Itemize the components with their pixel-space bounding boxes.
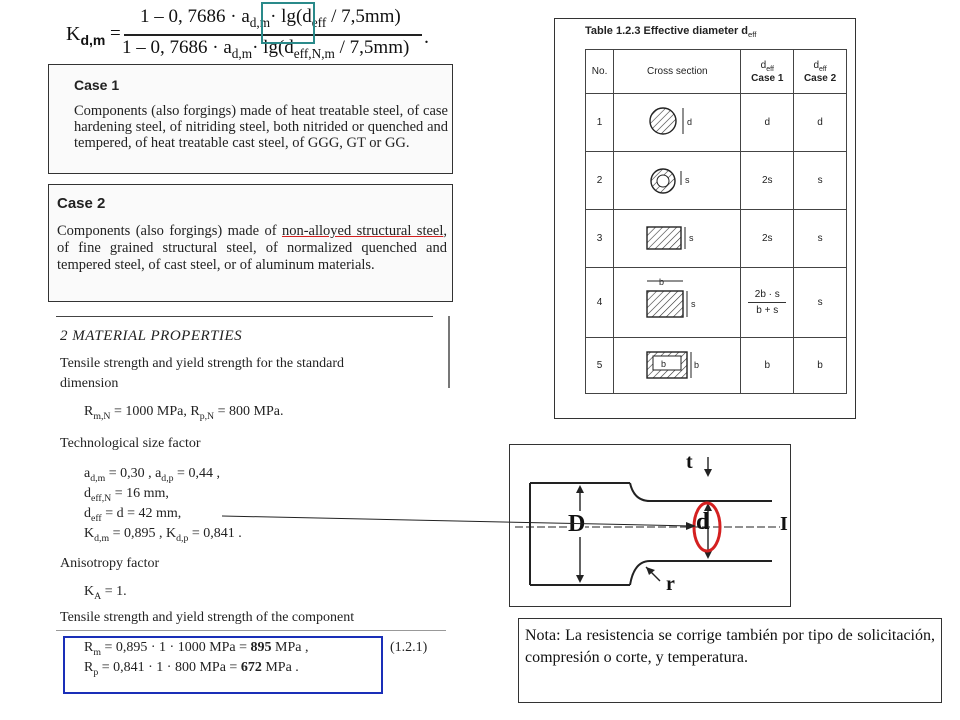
label-cut: I bbox=[780, 513, 788, 535]
case2-highlight: non-alloyed structural steel bbox=[281, 223, 444, 239]
note-text: Nota: La resistencia se corrige también por tipo de solicitación, compresión o corte, y temperatura. bbox=[525, 627, 935, 666]
dim-label: s bbox=[685, 175, 690, 185]
case1-text: Components (also forgings) made of heat treatable steel, of case hardening steel, of nitriding steel, both nitrided or quenched and tempered, of heat treatable cast steel, of GGG, GT or GG. bbox=[74, 103, 448, 151]
cell-fraction: 2b · s b + s bbox=[741, 268, 794, 338]
deff-line: $d_{eff} = d = 42$ mm, bbox=[84, 506, 182, 524]
dim-label: b bbox=[661, 359, 667, 369]
rp-line: $R_p = 0,841 \cdot 1 \cdot 800$ MPa = 672 MPa . bbox=[84, 660, 299, 678]
col-cross-section: Cross section bbox=[614, 50, 741, 94]
table-row: 4 b s 2b · s b + s s bbox=[586, 268, 847, 338]
table-row: 3 s 2s s bbox=[586, 210, 847, 268]
label-t: t bbox=[686, 451, 693, 473]
formula-dot: . bbox=[424, 26, 429, 48]
label-d: d bbox=[696, 509, 710, 535]
formula-numerator: 1 – 0, $7686 \cdot a_{d,m}\cdot \lg(d_{eff} / 7,5mm)$ bbox=[140, 6, 401, 30]
table-row: 5 b b b b bbox=[586, 338, 847, 394]
tensile-std-line2: dimension bbox=[60, 376, 119, 391]
dim-label: d bbox=[687, 117, 693, 127]
adm-line: $a_{d,m} = 0,30$ , $a_{d,p} = 0,44$ , bbox=[84, 466, 220, 484]
case2-text: Components (also forgings) made of non-alloyed structural steel, of fine grained structural steel, of normalized quenched and tempered steel, of cast steel, or of aluminum materials. bbox=[57, 223, 447, 273]
label-D: D bbox=[568, 511, 586, 537]
ka-line: $K_A = 1$. bbox=[84, 584, 127, 602]
rmn-line: $R_{m,N} = 1000$ MPa, $R_{p,N} = 800$ MPa. bbox=[84, 404, 284, 422]
dim-label: s bbox=[691, 299, 696, 309]
table-row: 1 d d d bbox=[586, 94, 847, 152]
rm-line: $R_m = 0,895 \cdot 1 \cdot 1000$ MPa = 895 MPa , bbox=[84, 640, 309, 658]
formula-denominator: 1 – 0, $7686 \cdot a_{d,m}\cdot \lg(d_{eff,N,m} / 7,5mm)$ bbox=[122, 37, 410, 61]
dim-label: s bbox=[689, 233, 694, 243]
formula-equals: = bbox=[110, 23, 121, 44]
note-box bbox=[518, 618, 942, 703]
dim-label: b bbox=[659, 277, 665, 287]
deffn-line: $d_{eff,N} = 16$ mm, bbox=[84, 486, 169, 504]
formula-lhs: $K_{d,m}$ bbox=[66, 23, 106, 48]
tensile-std-line1: Tensile strength and yield strength for the standard bbox=[60, 356, 344, 371]
dim-label: b bbox=[694, 360, 700, 370]
table-row: 2 s 2s s bbox=[586, 152, 847, 210]
col-case1: $d_{eff}$ Case 1 bbox=[741, 50, 794, 94]
material-heading: 2 MATERIAL PROPERTIES bbox=[60, 328, 243, 344]
label-r: r bbox=[666, 573, 675, 595]
component-label: Tensile strength and yield strength of the component bbox=[60, 610, 355, 625]
case1-title: Case 1 bbox=[74, 77, 120, 93]
col-case2: $d_{eff}$ Case 2 bbox=[794, 50, 847, 94]
anisotropy-label: Anisotropy factor bbox=[60, 556, 160, 571]
col-no: No. bbox=[586, 50, 614, 94]
equation-ref: (1.2.1) bbox=[390, 640, 428, 655]
tech-size-label: Technological size factor bbox=[60, 436, 201, 451]
case2-title: Case 2 bbox=[57, 195, 106, 212]
kdm-line: $K_{d,m} = 0,895$ , $K_{d,p} = 0,841$ . bbox=[84, 526, 242, 544]
table-title: Table 1.2.3 Effective diameter $d_{eff}$ bbox=[585, 25, 757, 40]
